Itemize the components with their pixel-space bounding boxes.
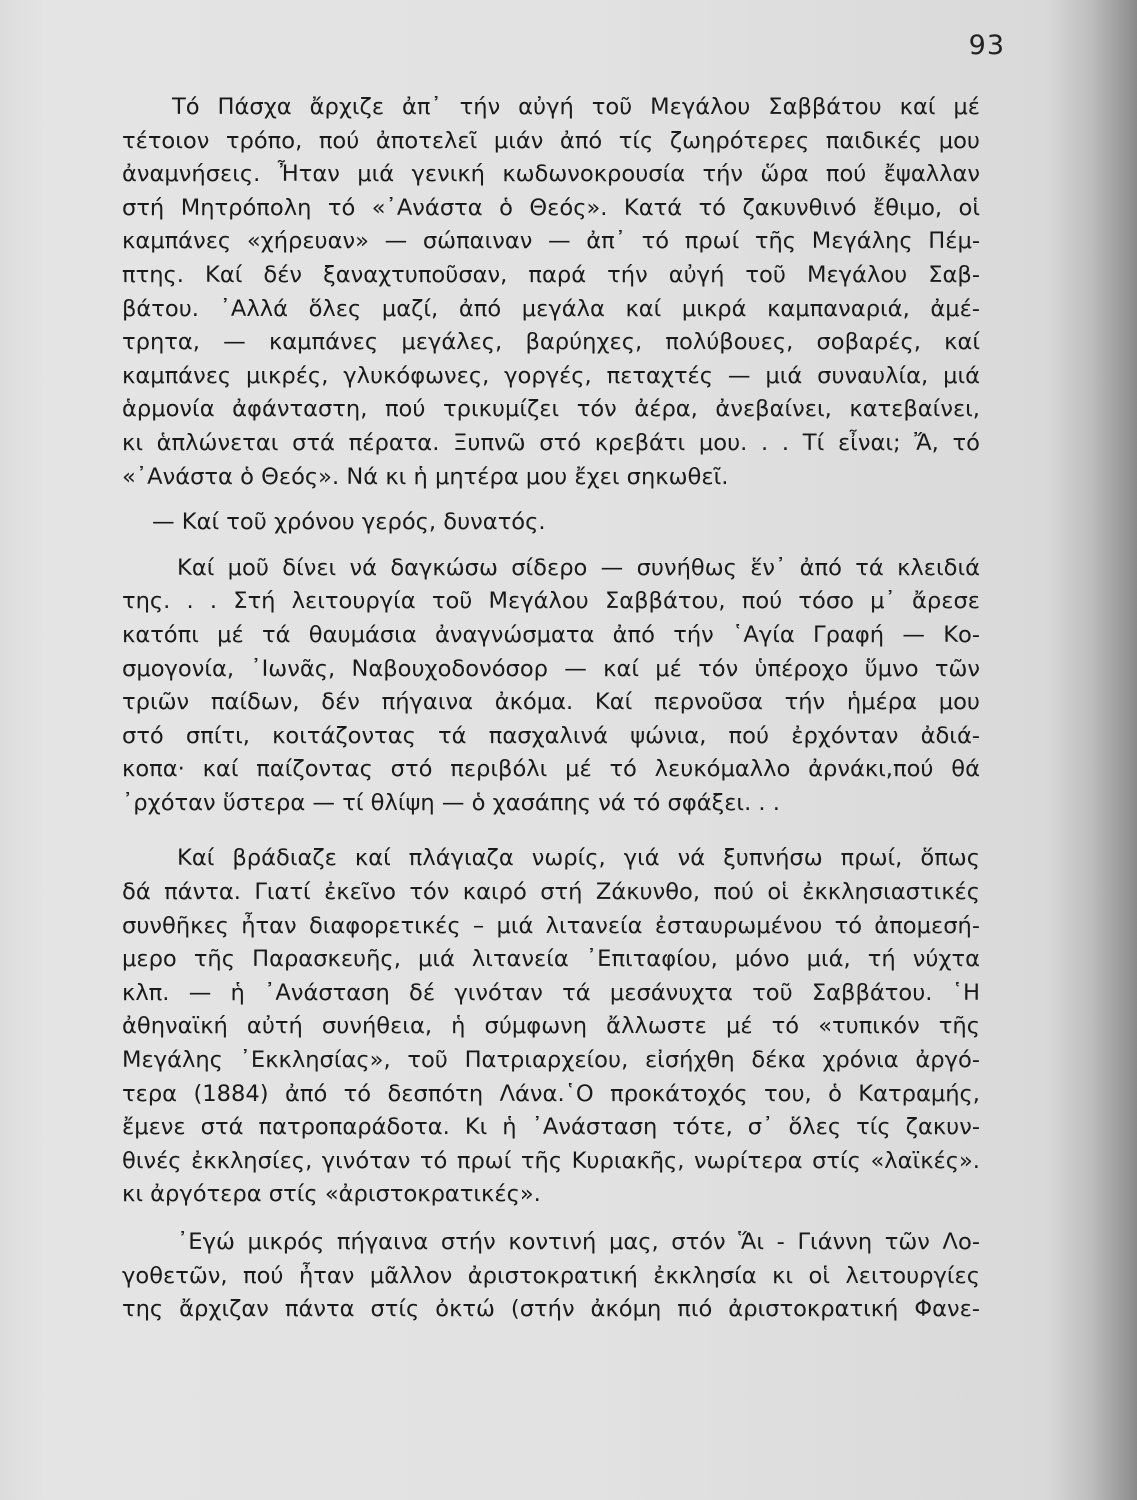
text-line: καμπάνες μικρές, γλυκόφωνες, γοργές, πεταχτές — μιά συναυλία, μιά [122,362,980,389]
text-line: κατόπι μέ τά θαυμάσια ἀναγνώσματα ἀπό τήν ῾Αγία Γραφή — Κο- [122,621,980,648]
text-line: ἔμενε στά πατροπαράδοτα. Κι ἡ ᾽Ανάσταση τότε, σ᾽ ὅλες τίς ζακυν- [122,1114,980,1141]
text-line: κοπα· καί παίζοντας στό περιβόλι μέ τό λευκόμαλλο ἀρνάκι,πού θά [122,756,980,783]
text-line: κι ἁπλώνεται στά πέρατα. Ξυπνῶ στό κρεβάτι μου. . . Τί εἶναι; Ἄ, τό [122,429,980,456]
text-line: μερο τῆς Παρασκευῆς, μιά λιτανεία ᾽Επιταφίου, μόνο μιά, τή νύχτα [122,946,980,973]
text-line: τριῶν παίδων, δέν πήγαινα ἀκόμα. Καί περνοῦσα τήν ἡμέρα μου [122,689,980,716]
paragraph-5 [122,1226,980,1327]
text-line: ἀναμνήσεις. Ἦταν μιά γενική κωδωνοκρουσία τήν ὥρα πού ἔψαλλαν [122,161,980,188]
text-line: γοθετῶν, πού ἦταν μᾶλλον ἀριστοκρατική ἐκκλησία κι οἱ λειτουργίες [122,1262,980,1289]
text-line: κλπ. — ἡ ᾽Ανάσταση δέ γινόταν τά μεσάνυχτα τοῦ Σαββάτου. ῾Η [122,979,980,1006]
text-line: τέτοιον τρόπο, πού ἀποτελεῖ μιάν ἀπό τίς ζωηρότερες παιδικές μου [122,127,980,154]
text-line: ἀθηναϊκή αὐτή συνήθεια, ἡ σύμφωνη ἄλλωστε μέ τό «τυπικόν τῆς [122,1013,980,1040]
text-line: ᾽Εγώ μικρός πήγαινα στήν κοντινή μας, στόν Ἅι - Γιάννη τῶν Λο- [177,1229,980,1255]
text-line: καμπάνες «χήρευαν» — σώπαιναν — ἀπ᾽ τό πρωί τῆς Μεγάλης Πέμ- [122,228,980,255]
text-line: Καί μοῦ δίνει νά δαγκώσω σίδερο — συνήθως ἕν᾽ ἀπό τά κλειδιά [177,554,980,581]
text-line: στή Μητρόπολη τό «᾽Ανάστα ὁ Θεός». Κατά τό ζακυνθινό ἔθιμο, οἱ [122,194,980,221]
text-line: τερα (1884) ἀπό τό δεσπότη Λάνα.῾Ο προκάτοχός του, ὁ Κατραμής, [122,1080,980,1107]
paragraph-1 [122,91,980,494]
text-line: Καί βράδιαζε καί πλάγιαζα νωρίς, γιά νά ξυπνήσω πρωί, ὅπως [177,845,980,872]
text-line: θινές ἐκκλησίες, γινόταν τό πρωί τῆς Κυριακῆς, νωρίτερα στίς «λαϊκές». [122,1147,980,1174]
paragraph-3 [122,552,980,821]
text-line: τρητα, — καμπάνες μεγάλες, βαρύηχες, πολύβουες, σοβαρές, καί [122,329,980,356]
paragraph-gap [122,540,980,552]
body-text [122,91,980,1327]
text-line: Τό Πάσχα ἄρχιζε ἀπ᾽ τήν αὐγή τοῦ Μεγάλου Σαββάτου καί μέ [172,94,980,120]
text-line: — Καί τοῦ χρόνου γερός, δυνατός. [152,509,546,536]
text-line: «᾽Ανάστα ὁ Θεός». Νά κι ἡ μητέρα μου ἔχει σηκωθεῖ. [122,463,729,490]
paragraph-gap [122,820,980,842]
text-line: συνθῆκες ἦταν διαφορετικές – μιά λιτανεία ἐσταυρωμένου τό ἀπομεσή- [122,912,980,939]
text-line: της ἄρχιζαν πάντα στίς ὀκτώ (στήν ἀκόμη πιό ἀριστοκρατική Φανε- [122,1296,980,1323]
text-line: της. . . Στή λειτουργία τοῦ Μεγάλου Σαββάτου, πού τόσο μ᾽ ἄρεσε [122,588,980,615]
paragraph-gap [122,1212,980,1226]
text-line: στό σπίτι, κοιτάζοντας τά πασχαλινά ψώνια, πού ἐρχόνταν ἀδιά- [122,722,980,749]
paragraph-gap [122,494,980,506]
text-line: βάτου. ᾽Αλλά ὅλες μαζί, ἀπό μεγάλα καί μικρά καμπαναριά, ἀμέ- [122,295,980,322]
text-line: Μεγάλης ᾽Εκκλησίας», τοῦ Πατριαρχείου, εἰσήχθη δέκα χρόνια ἀργό- [122,1047,980,1074]
text-line: ᾽ρχόταν ὕστερα — τί θλίψη — ὁ χασάπης νά τό σφάξει. . . [122,789,780,816]
text-line: δά πάντα. Γιατί ἐκεῖνο τόν καιρό στή Ζάκυνθο, πού οἱ ἐκκλησιαστικές [122,879,980,906]
paragraph-2 [122,506,980,540]
text-line: ἁρμονία ἀφάνταστη, πού τρικυμίζει τόν ἀέρα, ἀνεβαίνει, κατεβαίνει, [122,396,980,423]
text-line: σμογονία, ᾽Ιωνᾶς, Ναβουχοδονόσορ — καί μέ τόν ὑπέροχο ὕμνο τῶν [122,655,980,682]
page-number: 93 [968,30,1005,61]
text-line: κι ἀργότερα στίς «ἀριστοκρατικές». [122,1181,541,1208]
paragraph-4 [122,842,980,1212]
text-line: πτης. Καί δέν ξαναχτυποῦσαν, παρά τήν αὐγή τοῦ Μεγάλου Σαβ- [122,261,980,288]
